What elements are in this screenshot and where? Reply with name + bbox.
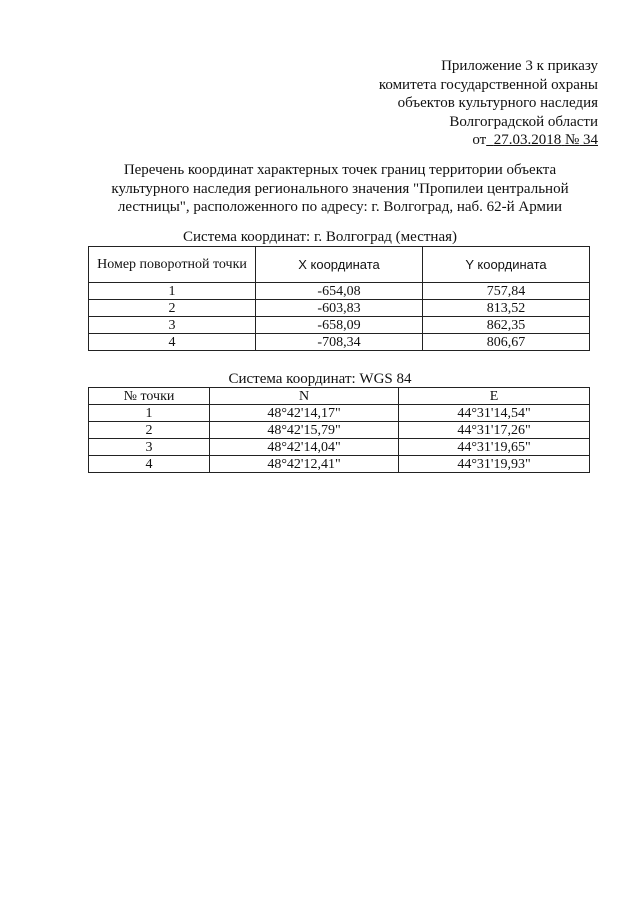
point-number-cell: 1 — [89, 283, 256, 300]
table-row — [89, 283, 590, 300]
title-line-2: культурного наследия регионального значения "Пропилеи центральной — [111, 180, 569, 197]
header-date-line — [379, 131, 598, 150]
point-number-cell: 2 — [89, 422, 210, 439]
column-header-n: N — [210, 388, 399, 405]
point-number-cell: 1 — [89, 405, 210, 422]
table-row — [89, 317, 590, 334]
column-header-e: E — [399, 388, 590, 405]
title-line-1: Перечень координат характерных точек границ территории объекта — [123, 162, 557, 178]
x-coordinate-cell: -658,09 — [256, 317, 423, 334]
longitude-cell: 44°31'17,26" — [399, 422, 590, 439]
order-date: 27.03.2018 — [493, 132, 562, 148]
document-title — [60, 161, 620, 217]
table-row — [89, 456, 590, 473]
date-value-wrap — [486, 132, 598, 148]
latitude-cell: 48°42'15,79" — [210, 422, 399, 439]
appendix-header — [379, 57, 598, 150]
latitude-cell: 48°42'14,04" — [210, 439, 399, 456]
table-row — [89, 422, 590, 439]
local-coordinates-table — [88, 246, 590, 351]
y-coordinate-cell: 862,35 — [423, 317, 590, 334]
point-number-cell: 3 — [89, 317, 256, 334]
latitude-cell: 48°42'14,17" — [210, 405, 399, 422]
column-header-point: Номер поворотной точки — [89, 247, 256, 283]
y-coordinate-cell: 757,84 — [423, 283, 590, 300]
x-coordinate-cell: -654,08 — [256, 283, 423, 300]
wgs-table-body — [89, 405, 590, 473]
table-row — [89, 439, 590, 456]
point-number-cell: 3 — [89, 439, 210, 456]
y-coordinate-cell: 806,67 — [423, 334, 590, 351]
wgs-system-caption: Система координат: WGS 84 — [228, 371, 412, 387]
x-coordinate-cell: -603,83 — [256, 300, 423, 317]
local-table-body — [89, 283, 590, 351]
longitude-cell: 44°31'14,54" — [399, 405, 590, 422]
x-coordinate-cell: -708,34 — [256, 334, 423, 351]
title-line-3: лестницы", расположенного по адресу: г. Волгоград, наб. 62-й Армии — [117, 199, 563, 215]
y-coordinate-cell: 813,52 — [423, 300, 590, 317]
point-number-cell: 4 — [89, 334, 256, 351]
wgs84-coordinates-table — [88, 387, 590, 473]
longitude-cell: 44°31'19,65" — [399, 439, 590, 456]
order-number: 34 — [583, 132, 598, 148]
local-system-caption: Система координат: г. Волгоград (местная) — [183, 229, 457, 245]
point-number-cell: 4 — [89, 456, 210, 473]
table-header-row — [89, 247, 590, 283]
latitude-cell: 48°42'12,41" — [210, 456, 399, 473]
point-number-cell: 2 — [89, 300, 256, 317]
column-header-y: Y координата — [423, 247, 590, 283]
header-line-1: Приложение 3 к приказу — [441, 58, 598, 74]
header-line-4: Волгоградской области — [449, 113, 598, 130]
table-row — [89, 300, 590, 317]
date-prefix: от — [472, 132, 487, 148]
header-line-2: комитета государственной охраны — [378, 76, 598, 93]
column-header-x: X координата — [256, 247, 423, 283]
table-header-row — [89, 388, 590, 405]
table-row — [89, 405, 590, 422]
header-line-3: объектов культурного наследия — [397, 95, 598, 111]
longitude-cell: 44°31'19,93" — [399, 456, 590, 473]
table-row — [89, 334, 590, 351]
number-prefix: № — [564, 132, 580, 148]
column-header-point-number: № точки — [89, 388, 210, 405]
